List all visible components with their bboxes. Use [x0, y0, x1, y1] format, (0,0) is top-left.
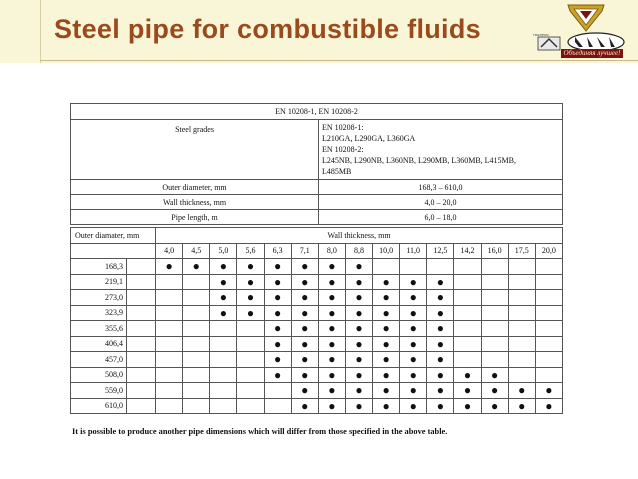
table-row	[71, 321, 563, 337]
empty-cell	[210, 336, 237, 352]
blank-cell	[127, 305, 156, 321]
thickness-header: 17,5	[508, 243, 535, 259]
availability-dot: ●	[237, 274, 264, 290]
empty-cell	[508, 290, 535, 306]
empty-cell	[400, 259, 427, 275]
availability-dot: ●	[400, 274, 427, 290]
thickness-header: 8,0	[318, 243, 345, 259]
availability-dot: ●	[373, 290, 400, 306]
diameter-cell: 273,0	[71, 290, 127, 306]
empty-cell	[508, 352, 535, 368]
empty-cell	[210, 383, 237, 399]
blank-cell	[71, 243, 156, 259]
steel-grades-label: Steel grades	[71, 120, 319, 180]
availability-dot: ●	[373, 398, 400, 414]
empty-cell	[481, 352, 508, 368]
empty-cell	[508, 274, 535, 290]
thickness-header: 11,0	[400, 243, 427, 259]
thickness-header: 16,0	[481, 243, 508, 259]
logo-tagline: Объединяя лучшее!	[561, 49, 623, 58]
availability-dot: ●	[291, 398, 318, 414]
empty-cell	[183, 290, 210, 306]
empty-cell	[264, 383, 291, 399]
blank-cell	[127, 259, 156, 275]
availability-dot: ●	[291, 383, 318, 399]
empty-cell	[508, 321, 535, 337]
table-row	[71, 352, 563, 368]
availability-dot: ●	[264, 305, 291, 321]
table-row	[71, 274, 563, 290]
blank-cell	[127, 336, 156, 352]
availability-dot: ●	[400, 398, 427, 414]
availability-dot: ●	[318, 398, 345, 414]
availability-dot: ●	[508, 398, 535, 414]
availability-dot: ●	[345, 305, 372, 321]
empty-cell	[454, 352, 481, 368]
availability-dot: ●	[400, 383, 427, 399]
availability-dot: ●	[318, 352, 345, 368]
availability-dot: ●	[373, 383, 400, 399]
empty-cell	[454, 336, 481, 352]
availability-dot: ●	[427, 398, 454, 414]
footnote: It is possible to produce another pipe dimensions which will differ from those specified in the above table.	[72, 427, 448, 436]
availability-dot: ●	[400, 305, 427, 321]
steel-grades-value	[319, 120, 563, 180]
availability-dot: ●	[400, 336, 427, 352]
empty-cell	[183, 383, 210, 399]
empty-cell	[183, 274, 210, 290]
table-row	[71, 383, 563, 399]
empty-cell	[454, 305, 481, 321]
empty-cell	[183, 321, 210, 337]
spec-row-label: Outer diameter, mm	[71, 180, 319, 195]
empty-cell	[535, 352, 562, 368]
availability-dot: ●	[264, 336, 291, 352]
empty-cell	[535, 321, 562, 337]
empty-cell	[481, 336, 508, 352]
availability-dot: ●	[345, 259, 372, 275]
empty-cell	[237, 367, 264, 383]
availability-dot: ●	[454, 367, 481, 383]
empty-cell	[237, 383, 264, 399]
page-title: Steel pipe for combustible fluids	[54, 14, 481, 44]
availability-dot: ●	[427, 336, 454, 352]
empty-cell	[427, 259, 454, 275]
thickness-header: 7,1	[291, 243, 318, 259]
header-divider	[40, 60, 638, 61]
availability-dot: ●	[264, 290, 291, 306]
availability-dot: ●	[373, 352, 400, 368]
empty-cell	[156, 336, 183, 352]
empty-cell	[508, 336, 535, 352]
availability-dot: ●	[373, 367, 400, 383]
empty-cell	[508, 367, 535, 383]
availability-dot: ●	[210, 305, 237, 321]
availability-dot: ●	[345, 274, 372, 290]
blank-cell	[127, 367, 156, 383]
empty-cell	[535, 367, 562, 383]
availability-dot: ●	[400, 352, 427, 368]
table-row	[71, 259, 563, 275]
steel-grades-line: L245NB, L290NB, L360NB, L290MB, L360MB, L415MB,	[322, 156, 517, 165]
empty-cell	[535, 336, 562, 352]
empty-cell	[481, 259, 508, 275]
empty-cell	[210, 352, 237, 368]
availability-dot: ●	[318, 336, 345, 352]
availability-dot: ●	[400, 290, 427, 306]
steel-grades-line: EN 10208-1:	[322, 123, 364, 132]
dimension-matrix-table	[70, 227, 563, 414]
standard-header: EN 10208-1, EN 10208-2	[71, 104, 563, 120]
availability-dot: ●	[345, 290, 372, 306]
availability-dot: ●	[508, 383, 535, 399]
availability-dot: ●	[373, 336, 400, 352]
empty-cell	[156, 398, 183, 414]
empty-cell	[156, 321, 183, 337]
availability-dot: ●	[210, 290, 237, 306]
diameter-cell: 168,3	[71, 259, 127, 275]
availability-dot: ●	[318, 305, 345, 321]
availability-dot: ●	[345, 398, 372, 414]
availability-dot: ●	[291, 352, 318, 368]
diameter-cell: 610,0	[71, 398, 127, 414]
availability-dot: ●	[481, 398, 508, 414]
logo-caption: ТЯЖПРОМ	[533, 33, 549, 37]
availability-dot: ●	[481, 367, 508, 383]
diameter-cell: 559,0	[71, 383, 127, 399]
thickness-header: 4,5	[183, 243, 210, 259]
wall-thickness-header: Wall thickness, mm	[156, 228, 563, 244]
blank-cell	[127, 398, 156, 414]
availability-dot: ●	[427, 290, 454, 306]
availability-dot: ●	[210, 274, 237, 290]
table-row	[71, 290, 563, 306]
availability-dot: ●	[318, 274, 345, 290]
availability-dot: ●	[318, 383, 345, 399]
availability-dot: ●	[291, 290, 318, 306]
thickness-header: 20,0	[535, 243, 562, 259]
availability-dot: ●	[183, 259, 210, 275]
spec-table	[70, 103, 563, 225]
availability-dot: ●	[454, 383, 481, 399]
availability-dot: ●	[156, 259, 183, 275]
availability-dot: ●	[345, 352, 372, 368]
spec-row-value: 6,0 – 18,0	[319, 210, 563, 225]
empty-cell	[210, 367, 237, 383]
blank-cell	[127, 321, 156, 337]
empty-cell	[210, 321, 237, 337]
empty-cell	[210, 398, 237, 414]
availability-dot: ●	[210, 259, 237, 275]
empty-cell	[508, 259, 535, 275]
empty-cell	[156, 274, 183, 290]
empty-cell	[156, 290, 183, 306]
availability-dot: ●	[535, 398, 562, 414]
availability-dot: ●	[345, 336, 372, 352]
thickness-header: 5,0	[210, 243, 237, 259]
outer-diameter-header: Outer diamater, mm	[71, 228, 156, 244]
empty-cell	[535, 290, 562, 306]
empty-cell	[535, 305, 562, 321]
availability-dot: ●	[427, 367, 454, 383]
table-row	[71, 367, 563, 383]
diameter-cell: 355,6	[71, 321, 127, 337]
empty-cell	[373, 259, 400, 275]
availability-dot: ●	[291, 259, 318, 275]
empty-cell	[183, 352, 210, 368]
table-row	[71, 336, 563, 352]
empty-cell	[237, 352, 264, 368]
empty-cell	[183, 336, 210, 352]
diameter-cell: 508,0	[71, 367, 127, 383]
availability-dot: ●	[535, 383, 562, 399]
empty-cell	[454, 321, 481, 337]
availability-dot: ●	[427, 321, 454, 337]
availability-dot: ●	[318, 290, 345, 306]
diameter-cell: 219,1	[71, 274, 127, 290]
empty-cell	[183, 367, 210, 383]
availability-dot: ●	[481, 383, 508, 399]
availability-dot: ●	[264, 259, 291, 275]
table-row	[71, 305, 563, 321]
diameter-cell: 457,0	[71, 352, 127, 368]
empty-cell	[481, 290, 508, 306]
company-emblem-icon	[566, 3, 606, 33]
header-divider-vertical	[40, 0, 41, 63]
blank-cell	[127, 383, 156, 399]
availability-dot: ●	[318, 321, 345, 337]
availability-dot: ●	[264, 274, 291, 290]
availability-dot: ●	[427, 352, 454, 368]
empty-cell	[508, 305, 535, 321]
empty-cell	[454, 259, 481, 275]
thickness-header: 8,8	[345, 243, 372, 259]
empty-cell	[237, 336, 264, 352]
availability-dot: ●	[373, 274, 400, 290]
availability-dot: ●	[318, 259, 345, 275]
spec-row-label: Wall thickness, mm	[71, 195, 319, 210]
table-row	[71, 398, 563, 414]
availability-dot: ●	[291, 336, 318, 352]
availability-dot: ●	[427, 305, 454, 321]
availability-dot: ●	[373, 321, 400, 337]
blank-cell	[127, 290, 156, 306]
empty-cell	[454, 274, 481, 290]
availability-dot: ●	[237, 290, 264, 306]
availability-dot: ●	[345, 321, 372, 337]
thickness-header: 5,6	[237, 243, 264, 259]
steel-grades-line: L485MB	[322, 167, 352, 176]
empty-cell	[156, 367, 183, 383]
availability-dot: ●	[264, 367, 291, 383]
availability-dot: ●	[237, 259, 264, 275]
availability-dot: ●	[291, 274, 318, 290]
spec-row-value: 168,3 – 610,0	[319, 180, 563, 195]
availability-dot: ●	[345, 367, 372, 383]
empty-cell	[481, 274, 508, 290]
availability-dot: ●	[264, 321, 291, 337]
empty-cell	[535, 259, 562, 275]
steel-grades-line: L210GA, L290GA, L360GA	[322, 134, 416, 143]
empty-cell	[481, 321, 508, 337]
empty-cell	[156, 352, 183, 368]
empty-cell	[156, 305, 183, 321]
availability-dot: ●	[345, 383, 372, 399]
thickness-header: 6,3	[264, 243, 291, 259]
availability-dot: ●	[237, 305, 264, 321]
steel-grades-line: EN 10208-2:	[322, 145, 364, 154]
availability-dot: ●	[427, 274, 454, 290]
empty-cell	[481, 305, 508, 321]
empty-cell	[156, 383, 183, 399]
availability-dot: ●	[400, 321, 427, 337]
empty-cell	[237, 398, 264, 414]
empty-cell	[237, 321, 264, 337]
thickness-header: 12,5	[427, 243, 454, 259]
empty-cell	[183, 398, 210, 414]
blank-cell	[127, 274, 156, 290]
availability-dot: ●	[400, 367, 427, 383]
availability-dot: ●	[427, 383, 454, 399]
availability-dot: ●	[373, 305, 400, 321]
availability-dot: ●	[318, 367, 345, 383]
availability-dot: ●	[264, 352, 291, 368]
empty-cell	[264, 398, 291, 414]
availability-dot: ●	[291, 321, 318, 337]
availability-dot: ●	[454, 398, 481, 414]
availability-dot: ●	[291, 367, 318, 383]
thickness-header: 10,0	[373, 243, 400, 259]
empty-cell	[454, 290, 481, 306]
thickness-header: 14,2	[454, 243, 481, 259]
thickness-header-row	[71, 243, 563, 259]
availability-dot: ●	[291, 305, 318, 321]
blank-cell	[127, 352, 156, 368]
empty-cell	[183, 305, 210, 321]
spec-row-value: 4,0 – 20,0	[319, 195, 563, 210]
thickness-header: 4,0	[156, 243, 183, 259]
diameter-cell: 406,4	[71, 336, 127, 352]
empty-cell	[535, 274, 562, 290]
spec-row-label: Pipe length, m	[71, 210, 319, 225]
diameter-cell: 323,9	[71, 305, 127, 321]
